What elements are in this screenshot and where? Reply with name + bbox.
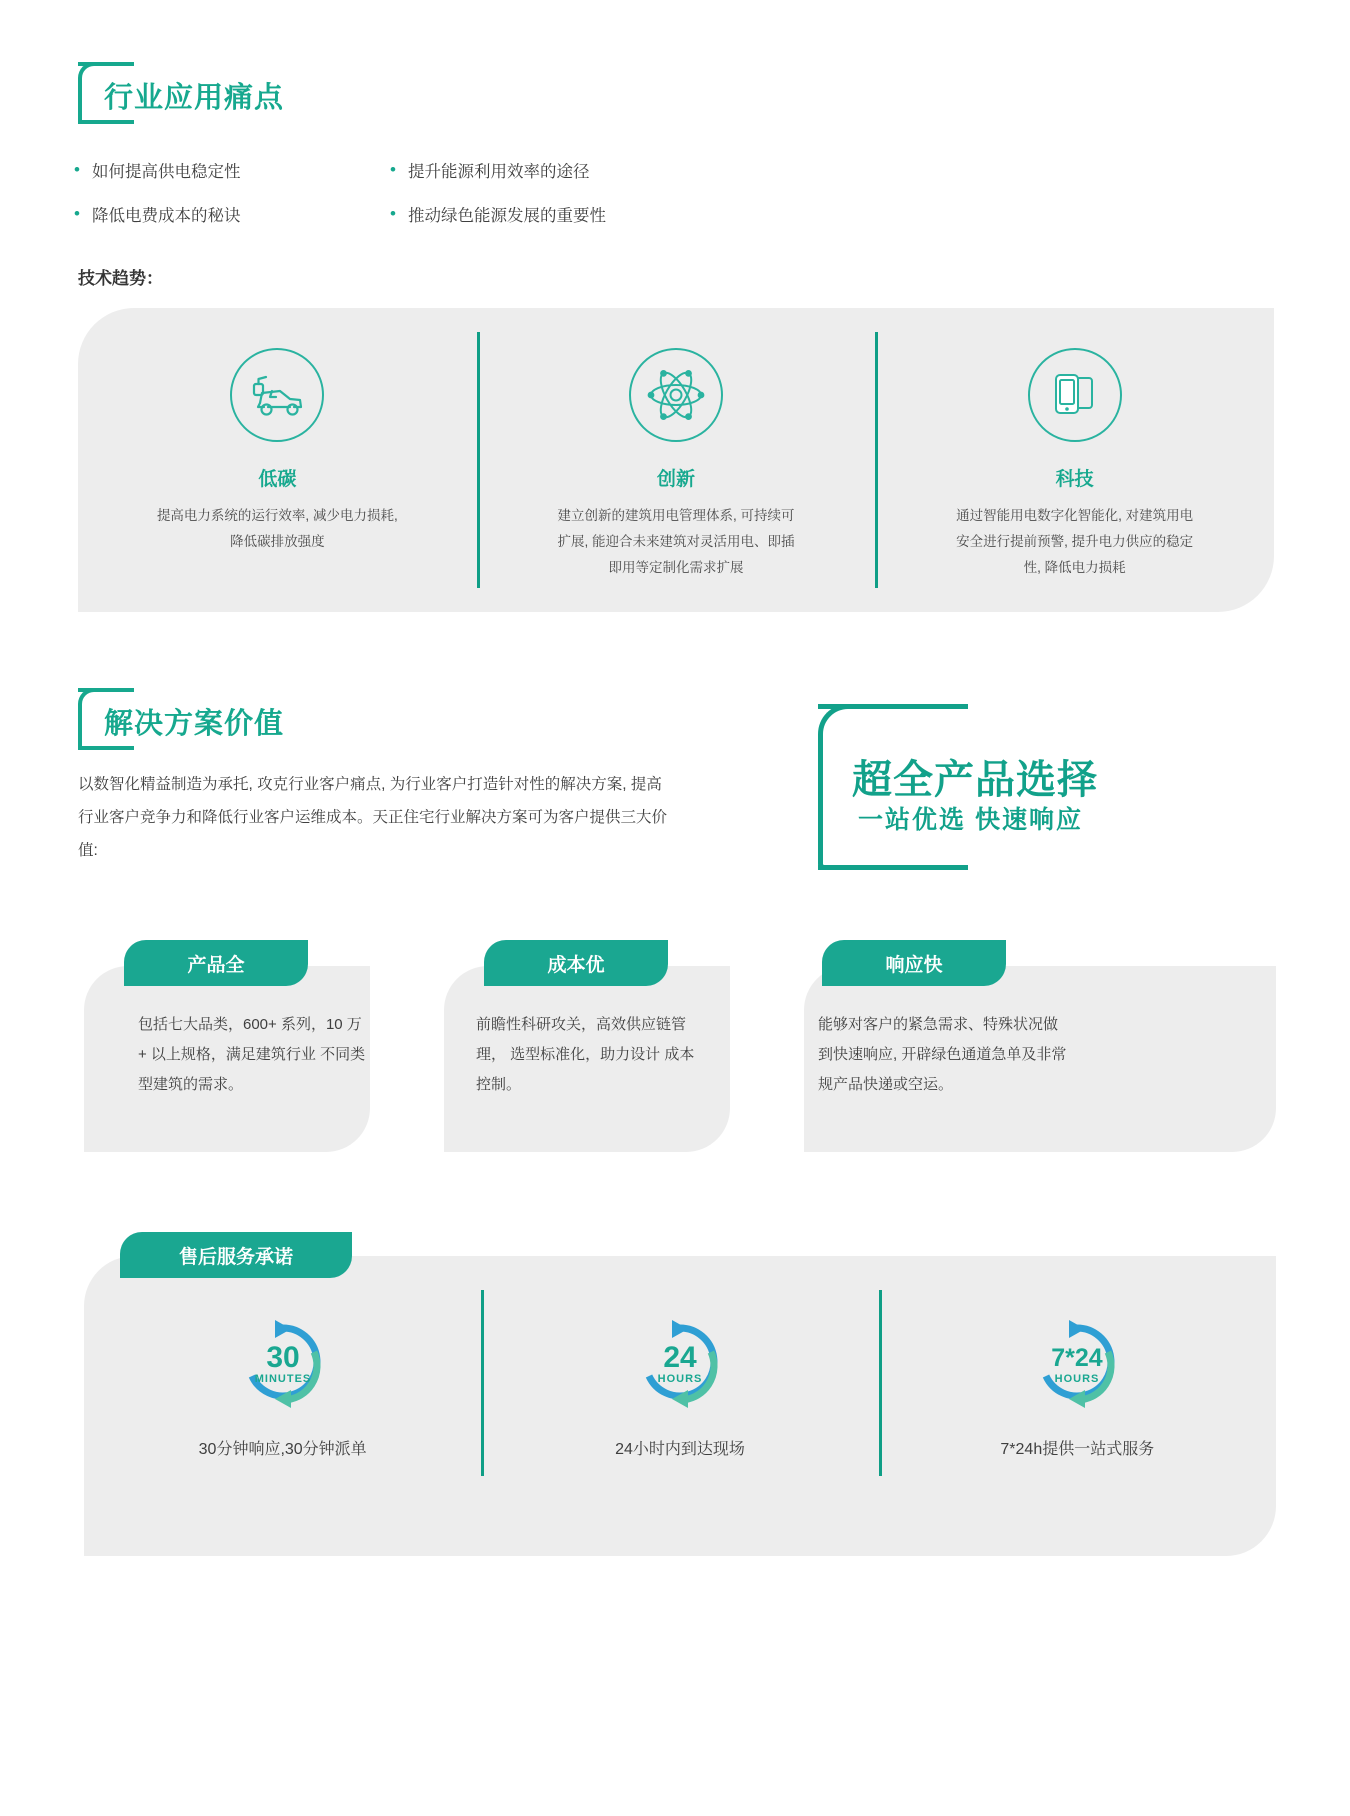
list-item-label: 降低电费成本的秘诀 xyxy=(91,207,241,225)
badge-main-text: 24 xyxy=(663,1341,697,1374)
badge-main-text: 7*24 xyxy=(1051,1344,1104,1372)
list-item xyxy=(74,158,240,182)
atom-icon xyxy=(629,348,723,442)
badge-sub-text: HOURS xyxy=(1054,1373,1100,1385)
pain-points-list-left xyxy=(74,158,240,246)
electric-car-icon xyxy=(230,348,324,442)
list-item-label: 如何提高供电稳定性 xyxy=(91,163,241,181)
list-item xyxy=(74,202,240,226)
tech-trend-columns xyxy=(78,308,1274,612)
tech-trend-card-title: 创新 xyxy=(657,469,696,490)
pain-points-heading xyxy=(78,62,498,124)
solution-value-paragraph: 以数智化精益制造为承托, 攻克行业客户痛点, 为行业客户打造针对性的解决方案, 提高行业客户竞争力和降低行业客户运维成本。天正住宅行业解决方案可为客户提供三大价值: xyxy=(78,776,668,859)
after-sales-item-label: 24小时内到达现场 xyxy=(615,1441,745,1458)
value-card-products-tag: 产品全 xyxy=(124,940,308,986)
after-sales-item-24h xyxy=(481,1290,878,1540)
badge-sub-text: HOURS xyxy=(657,1373,703,1385)
after-sales-item-label: 30分钟响应,30分钟派单 xyxy=(198,1441,367,1458)
tech-trend-card-title: 低碳 xyxy=(258,469,297,490)
after-sales-columns xyxy=(84,1290,1276,1540)
banner-title: 超全产品选择 xyxy=(852,758,1098,802)
value-card-products-body: 包括七大品类，600+ 系列，10 万 + 以上规格，满足建筑行业 不同类型建筑的需求。 xyxy=(138,1016,366,1093)
value-card-response-tag: 响应快 xyxy=(822,940,1006,986)
value-card-cost-tag: 成本优 xyxy=(484,940,668,986)
bullet-dot-icon: • xyxy=(390,204,396,223)
bullet-dot-icon: • xyxy=(74,160,80,179)
solution-value-title: 解决方案价值 xyxy=(104,707,285,740)
after-sales-tag: 售后服务承诺 xyxy=(120,1232,352,1278)
pain-points-list-right xyxy=(390,158,606,246)
after-sales-item-7x24h xyxy=(879,1290,1276,1540)
cycle-badge-24-icon xyxy=(626,1314,734,1414)
mobile-devices-icon xyxy=(1028,348,1122,442)
tech-trend-card-desc: 建立创新的建筑用电管理体系, 可持续可扩展, 能迎合未来建筑对灵活用电、即插即用等定制化需求扩展 xyxy=(557,508,795,575)
badge-sub-text: MINUTES xyxy=(254,1373,311,1385)
list-item xyxy=(390,202,606,226)
tech-trend-card-low-carbon xyxy=(78,308,477,612)
tech-trend-card-technology xyxy=(875,308,1274,612)
tech-trend-card-desc: 提高电力系统的运行效率, 减少电力损耗, 降低碳排放强度 xyxy=(156,508,398,549)
bullet-dot-icon: • xyxy=(74,204,80,223)
tech-trend-card-desc: 通过智能用电数字化智能化, 对建筑用电安全进行提前预警, 提升电力供应的稳定性, 降低电力损耗 xyxy=(956,508,1194,575)
badge-main-text: 30 xyxy=(265,1341,300,1374)
tech-trend-label: 技术趋势： xyxy=(78,269,163,288)
pain-points-title: 行业应用痛点 xyxy=(104,81,285,114)
value-card-cost-body: 前瞻性科研攻关，高效供应链管理， 选型标准化，助力设计 成本控制。 xyxy=(476,1016,695,1093)
after-sales-item-30min xyxy=(84,1290,481,1540)
bullet-dot-icon: • xyxy=(390,160,396,179)
list-item-label: 提升能源利用效率的途径 xyxy=(407,163,590,181)
list-item xyxy=(390,158,606,182)
cycle-badge-7x24-icon xyxy=(1023,1314,1131,1414)
value-card-response-body: 能够对客户的紧急需求、特殊状况做到快速响应, 开辟绿色通道急单及非常规产品快递或空运。 xyxy=(818,1016,1067,1093)
tech-trend-card-innovation xyxy=(477,308,876,612)
solution-value-heading xyxy=(78,688,538,750)
banner-subtitle: 一站优选 快速响应 xyxy=(858,806,1083,834)
after-sales-item-label: 7*24h提供一站式服务 xyxy=(1000,1441,1155,1458)
cycle-badge-30-icon xyxy=(229,1314,337,1414)
product-selection-banner xyxy=(818,704,1178,870)
tech-trend-card-title: 科技 xyxy=(1055,469,1094,490)
list-item-label: 推动绿色能源发展的重要性 xyxy=(407,207,606,225)
